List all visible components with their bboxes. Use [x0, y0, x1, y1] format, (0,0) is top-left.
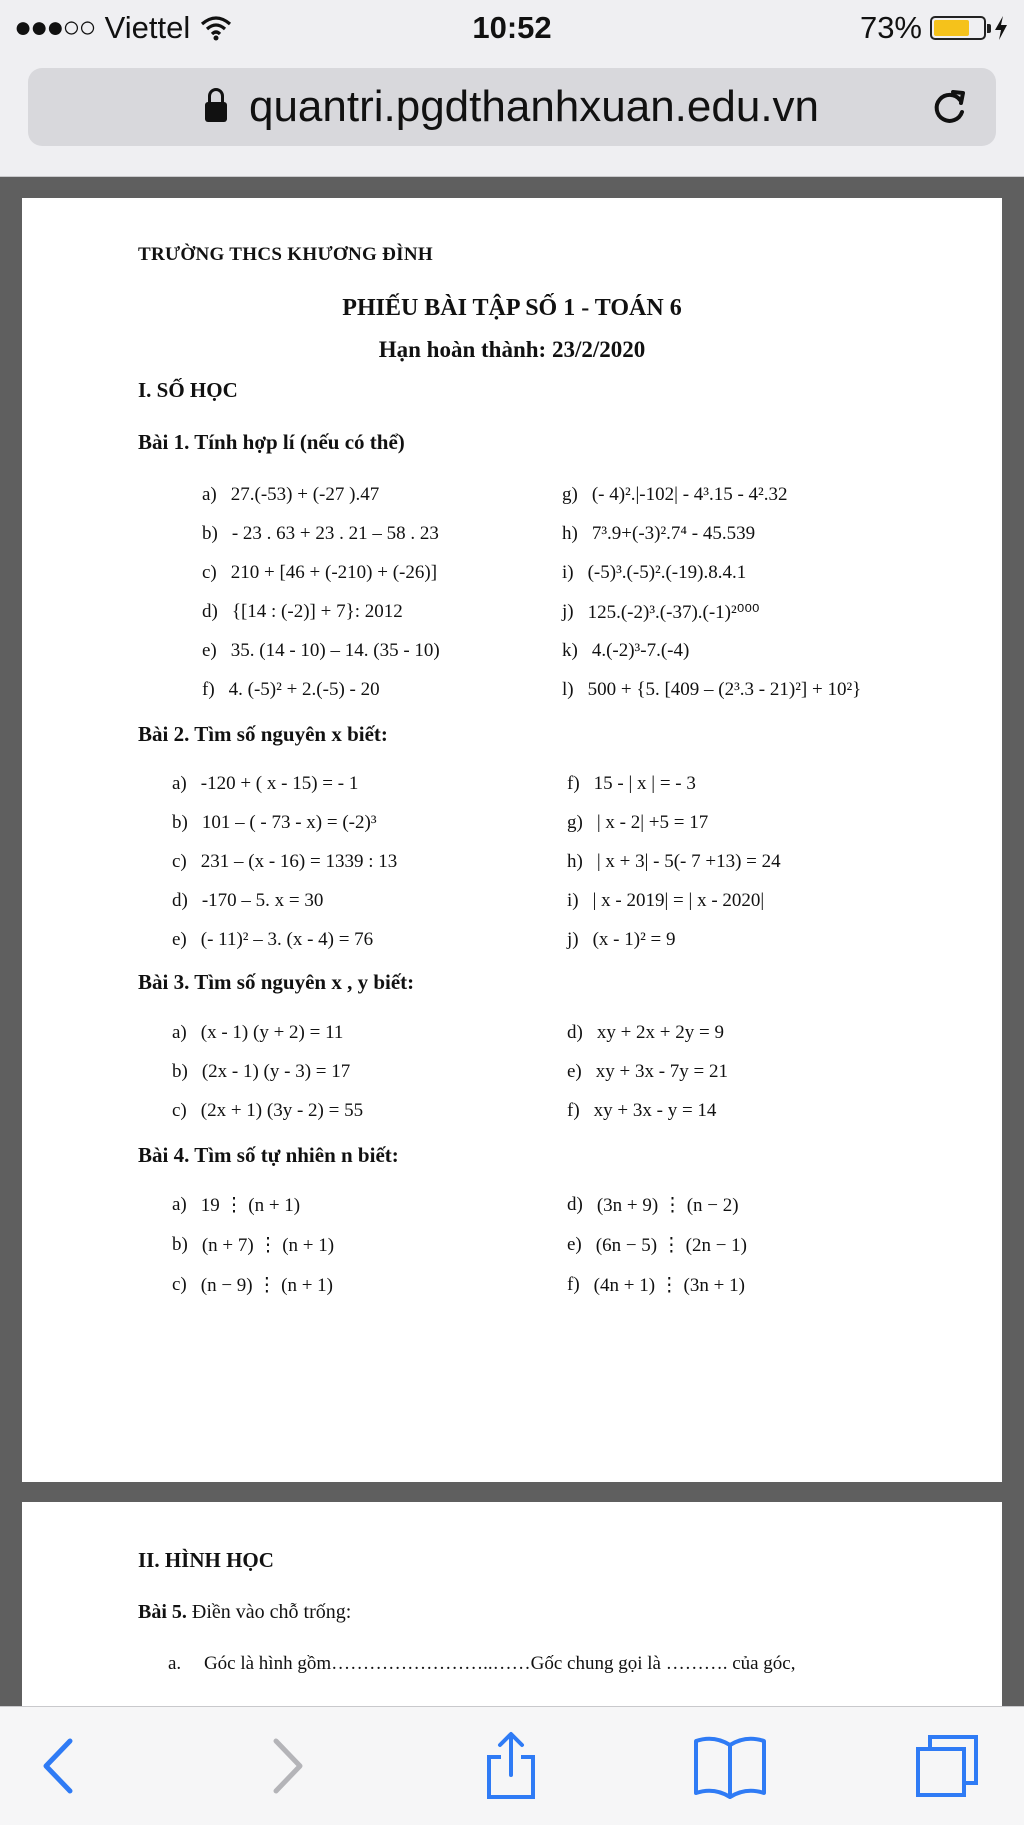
- battery-percent: 73%: [859, 10, 922, 45]
- exercise-label: d): [202, 601, 218, 622]
- bai5-line-a-label: a.: [168, 1653, 182, 1674]
- exercise-expression: (n + 7) ⋮ (n + 1): [201, 1235, 335, 1256]
- exercise-label: a): [172, 1022, 187, 1043]
- exercise-expression: -170 – 5. x = 30: [201, 890, 324, 911]
- exercise-label: g): [562, 484, 578, 505]
- exercise-expression: xy + 3x - y = 14: [593, 1100, 717, 1121]
- battery-status: [860, 10, 1008, 46]
- exercise-label: b): [202, 523, 218, 544]
- bai1-right-item: [562, 562, 746, 584]
- bai1-right-item: [562, 484, 788, 506]
- back-icon[interactable]: [24, 1731, 94, 1801]
- bai3-right-item: [567, 1061, 728, 1083]
- section-geometry-heading: II. HÌNH HỌC: [138, 1548, 274, 1572]
- bai3-heading: Bài 3. Tìm số nguyên x , y biết:: [138, 970, 415, 994]
- worksheet-title: PHIẾU BÀI TẬP SỐ 1 - TOÁN 6: [342, 295, 682, 321]
- bai4-right-item: [567, 1274, 745, 1297]
- bai1-right-item: [562, 679, 861, 701]
- exercise-label: g): [567, 812, 583, 833]
- book-icon[interactable]: [690, 1731, 770, 1801]
- exercise-label: k): [562, 640, 578, 661]
- bai2-right-item: [567, 812, 708, 834]
- exercise-label: e): [172, 929, 187, 950]
- bai1-right-item: [562, 601, 760, 624]
- bai3-right-item: [567, 1022, 724, 1044]
- exercise-label: l): [562, 679, 574, 700]
- document-page-1: [22, 198, 1002, 1482]
- exercise-label: j): [562, 601, 574, 622]
- exercise-label: c): [202, 562, 217, 583]
- exercise-expression: 4.(-2)³-7.(-4): [591, 640, 690, 661]
- exercise-expression: 15 - | x | = - 3: [593, 773, 696, 794]
- bai5-heading-bold: Bài 5.: [138, 1601, 187, 1623]
- exercise-expression: (2x + 1) (3y - 2) = 55: [200, 1100, 364, 1121]
- exercise-expression: | x - 2| +5 = 17: [596, 812, 709, 833]
- bai2-heading: Bài 2. Tìm số nguyên x biết:: [138, 722, 388, 746]
- exercise-expression: 19 ⋮ (n + 1): [200, 1195, 301, 1216]
- exercise-expression: | x + 3| - 5(- 7 +13) = 24: [596, 851, 781, 872]
- bai5-line-a: [168, 1653, 796, 1675]
- exercise-expression: (x - 1)² = 9: [592, 929, 676, 950]
- exercise-label: e): [567, 1061, 582, 1082]
- bai5-heading: [138, 1601, 351, 1624]
- tabs-icon[interactable]: [912, 1731, 982, 1801]
- exercise-expression: 101 – ( - 73 - x) = (-2)³: [201, 812, 377, 833]
- bai4-left-item: [172, 1194, 300, 1217]
- bai3-left-item: [172, 1022, 343, 1044]
- status-bar: [0, 0, 1024, 58]
- clock: 10:52: [472, 10, 552, 45]
- bai2-right-item: [567, 890, 764, 912]
- exercise-expression: 210 + [46 + (-210) + (-26)]: [230, 562, 438, 583]
- exercise-expression: xy + 2x + 2y = 9: [596, 1022, 724, 1043]
- bai2-right-item: [567, 929, 676, 951]
- bai2-right-item: [567, 851, 781, 873]
- exercise-label: c): [172, 1100, 187, 1121]
- bai4-heading: Bài 4. Tìm số tự nhiên n biết:: [138, 1143, 399, 1167]
- exercise-label: i): [562, 562, 574, 583]
- lock-icon: [205, 102, 227, 122]
- exercise-label: b): [172, 1061, 188, 1082]
- exercise-expression: (x - 1) (y + 2) = 11: [200, 1022, 344, 1043]
- section-arithmetic-heading: I. SỐ HỌC: [138, 378, 238, 402]
- exercise-label: f): [202, 679, 215, 700]
- battery-fill: [934, 20, 969, 36]
- bai5-line-a-text: Góc là hình gồm……………………..……Gốc chung gọi là ………. của góc,: [203, 1653, 796, 1674]
- bai1-right-item: [562, 523, 755, 545]
- exercise-label: f): [567, 1100, 580, 1121]
- exercise-expression: 35. (14 - 10) – 14. (35 - 10): [230, 640, 440, 661]
- exercise-expression: 27.(-53) + (-27 ).47: [230, 484, 380, 505]
- exercise-label: h): [567, 851, 583, 872]
- bai5-heading-text: Điền vào chỗ trống:: [186, 1601, 352, 1623]
- exercise-expression: 4. (-5)² + 2.(-5) - 20: [228, 679, 380, 700]
- reload-icon[interactable]: [924, 82, 974, 132]
- bai4-left-item: [172, 1234, 334, 1257]
- exercise-expression: - 23 . 63 + 23 . 21 – 58 . 23: [231, 523, 439, 544]
- forward-icon[interactable]: [252, 1731, 322, 1801]
- bai1-heading: Bài 1. Tính hợp lí (nếu có thể): [138, 430, 405, 454]
- exercise-expression: (-5)³.(-5)².(-19).8.4.1: [587, 562, 747, 583]
- exercise-label: a): [172, 1194, 187, 1215]
- exercise-label: d): [567, 1194, 583, 1215]
- exercise-expression: 500 + {5. [409 – (2³.3 - 21)²] + 10²}: [587, 679, 862, 700]
- address-bar[interactable]: [28, 68, 996, 146]
- charging-bolt-icon: [994, 16, 1008, 40]
- share-icon[interactable]: [476, 1731, 546, 1801]
- exercise-label: c): [172, 1274, 187, 1295]
- exercise-label: b): [172, 812, 188, 833]
- carrier-name: Viettel: [104, 10, 191, 45]
- bai1-left-item: [202, 523, 439, 545]
- bai2-left-item: [172, 929, 373, 951]
- exercise-label: c): [172, 851, 187, 872]
- bai1-left-item: [202, 484, 379, 506]
- bai4-right-item: [567, 1194, 739, 1217]
- exercise-expression: (- 4)².|-102| - 4³.15 - 4².32: [591, 484, 788, 505]
- school-name: TRƯỜNG THCS KHƯƠNG ĐÌNH: [138, 244, 433, 265]
- exercise-label: e): [567, 1234, 582, 1255]
- exercise-label: h): [562, 523, 578, 544]
- exercise-label: i): [567, 890, 579, 911]
- exercise-expression: (- 11)² – 3. (x - 4) = 76: [200, 929, 374, 950]
- exercise-label: a): [172, 773, 187, 794]
- bai1-left-item: [202, 601, 403, 623]
- bai1-right-item: [562, 640, 689, 662]
- bai2-left-item: [172, 812, 377, 834]
- bai1-left-item: [202, 679, 380, 701]
- exercise-expression: | x - 2019| = | x - 2020|: [592, 890, 765, 911]
- exercise-expression: xy + 3x - 7y = 21: [595, 1061, 729, 1082]
- exercise-label: d): [567, 1022, 583, 1043]
- exercise-label: f): [567, 1274, 580, 1295]
- exercise-label: a): [202, 484, 217, 505]
- exercise-expression: (6n − 5) ⋮ (2n − 1): [595, 1235, 748, 1256]
- exercise-label: d): [172, 890, 188, 911]
- url-text[interactable]: quantri.pgdthanhxuan.edu.vn: [248, 82, 820, 131]
- bai1-left-item: [202, 562, 437, 584]
- exercise-expression: (4n + 1) ⋮ (3n + 1): [593, 1275, 745, 1296]
- bai2-left-item: [172, 773, 358, 795]
- exercise-expression: 125.(-2)³.(-37).(-1)²⁰⁰⁰: [587, 602, 760, 623]
- exercise-label: e): [202, 640, 217, 661]
- exercise-expression: 7³.9+(-3)².7⁴ - 45.539: [591, 523, 756, 544]
- bai3-left-item: [172, 1061, 350, 1083]
- exercise-label: j): [567, 929, 579, 950]
- bai2-left-item: [172, 851, 397, 873]
- bai2-left-item: [172, 890, 323, 912]
- bai3-left-item: [172, 1100, 363, 1122]
- bai1-left-item: [202, 640, 440, 662]
- exercise-label: b): [172, 1234, 188, 1255]
- bai4-left-item: [172, 1274, 333, 1297]
- exercise-expression: -120 + ( x - 15) = - 1: [200, 773, 359, 794]
- exercise-expression: (3n + 9) ⋮ (n − 2): [596, 1195, 739, 1216]
- exercise-expression: (2x - 1) (y - 3) = 17: [201, 1061, 351, 1082]
- deadline: Hạn hoàn thành: 23/2/2020: [378, 337, 646, 362]
- signal-strength-icon: ●●●○○: [14, 11, 95, 44]
- exercise-label: f): [567, 773, 580, 794]
- exercise-expression: {[14 : (-2)] + 7}: 2012: [231, 601, 403, 622]
- browser-toolbar: [0, 1706, 1024, 1825]
- battery-icon: [930, 16, 986, 40]
- bai3-right-item: [567, 1100, 716, 1122]
- exercise-expression: 231 – (x - 16) = 1339 : 13: [200, 851, 398, 872]
- exercise-expression: (n − 9) ⋮ (n + 1): [200, 1275, 334, 1296]
- bai4-right-item: [567, 1234, 747, 1257]
- bai2-right-item: [567, 773, 696, 795]
